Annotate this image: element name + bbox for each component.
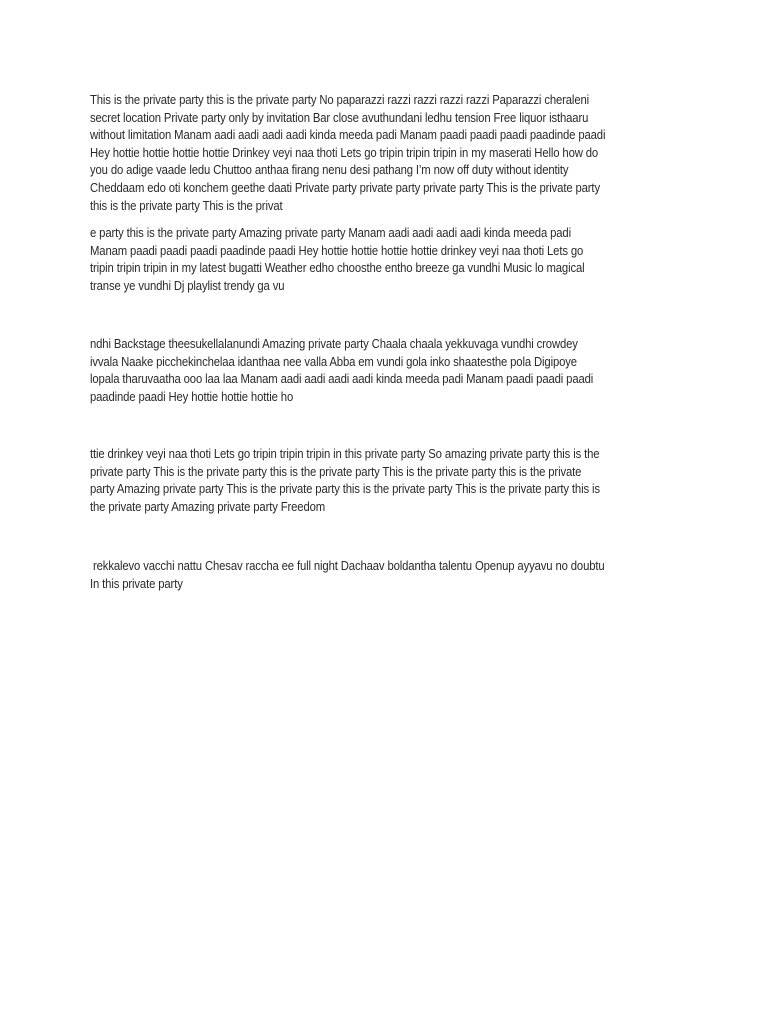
- lyrics-paragraph-3: ndhi Backstage theesukellalanundi Amazing private party Chaala chaala yekkuvaga vundhi crowdey ivvala Naake picchekinchelaa idanthaa nee valla Abba em vundi gola inko shaatesthe pola Digipoye lopala tharuvaatha ooo laa laa Manam aadi aadi aadi aadi kinda meeda padi Manam paadi paadi paadi paadinde paadi Hey hottie hottie hottie ho: [90, 337, 594, 404]
- lyrics-paragraph-1: This is the private party this is the private party No paparazzi razzi razzi razzi razzi Paparazzi cheraleni secret location Private party only by invitation Bar close avuthundani ledhu tension Free liquor isthaaru without limitation Manam aadi aadi aadi aadi kinda meeda padi Manam paadi paadi paadi paadinde paadi Hey hottie hottie hottie hottie Drinkey veyi naa thoti Lets go tripin tripin tripin in my maserati Hello how do you do adige vaade ledu Chuttoo anthaa firang nenu desi pathang I’m now off duty without identity Cheddaam edo oti konchem geethe daati Private party private party private party This is the private party this is the private party This is the privat: [90, 93, 606, 213]
- lyrics-paragraph-2: e party this is the private party Amazing private party Manam aadi aadi aadi aadi kinda meeda padi Manam paadi paadi paadi paadinde paadi Hey hottie hottie hottie hottie drinkey veyi naa thoti Lets go tripin tripin tripin in my latest bugatti Weather edho choosthe entho breeze ga vundhi Music lo magical transe ye vundhi Dj playlist trendy ga vu: [90, 226, 585, 293]
- lyrics-paragraph-4: ttie drinkey veyi naa thoti Lets go tripin tripin tripin in this private party So amazing private party this is the private party This is the private party this is the private party This is the private party this is the private party Amazing private party This is the private party this is the private party This is the private party this is the private party Amazing private party Freedom: [90, 447, 600, 514]
- lyrics-paragraph-5: rekkalevo vacchi nattu Chesav raccha ee full night Dachaav boldantha talentu Openup ayyavu no doubtu In this private party: [90, 559, 605, 591]
